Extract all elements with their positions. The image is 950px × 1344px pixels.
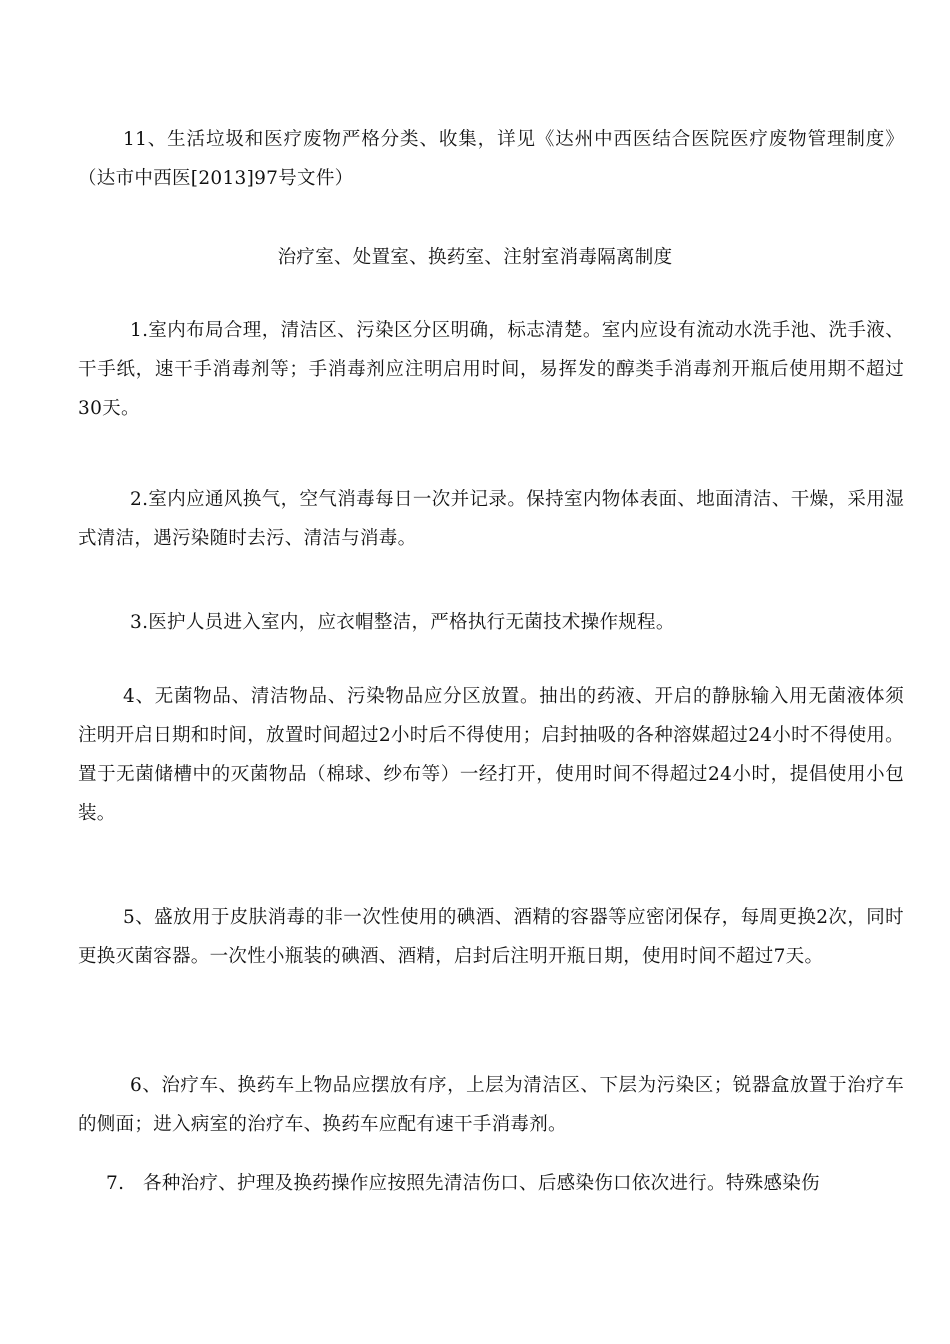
paragraph-1-room-layout: 1.室内布局合理，清洁区、污染区分区明确，标志清楚。室内应设有流动水洗手池、洗手液、干手纸，速干手消毒剂等；手消毒剂应注明启用时间，易挥发的醇类手消毒剂开瓶后使用期不超过30天。 xyxy=(78,320,904,419)
paragraph-2-ventilation: 2.室内应通风换气，空气消毒每日一次并记录。保持室内物体表面、地面清洁、干燥，采用湿式清洁，遇污染随时去污、清洁与消毒。 xyxy=(78,489,904,549)
paragraph-5-disinfectant-containers: 5、盛放用于皮肤消毒的非一次性使用的碘酒、酒精的容器等应密闭保存，每周更换2次，同时更换灭菌容器。一次性小瓶装的碘酒、酒精，启封后注明开瓶日期，使用时间不超过7天。 xyxy=(78,907,904,967)
section-title: 治疗室、处置室、换药室、注射室消毒隔离制度 xyxy=(277,247,673,268)
paragraph-3-staff-attire: 3.医护人员进入室内，应衣帽整洁，严格执行无菌技术操作规程。 xyxy=(130,612,675,633)
paragraph-11-medical-waste: 11、生活垃圾和医疗废物严格分类、收集，详见《达州中西医结合医院医疗废物管理制度》（达市中西医[2013]97号文件） xyxy=(78,129,904,189)
paragraph-6-treatment-cart: 6、治疗车、换药车上物品应摆放有序，上层为清洁区、下层为污染区；锐器盒放置于治疗车的侧面；进入病室的治疗车、换药车应配有速干手消毒剂。 xyxy=(78,1075,904,1135)
paragraph-7-wound-care-order: 7. 各种治疗、护理及换药操作应按照先清洁伤口、后感染伤口依次进行。特殊感染伤 xyxy=(106,1173,820,1194)
paragraph-4-sterile-items: 4、无菌物品、清洁物品、污染物品应分区放置。抽出的药液、开启的静脉输入用无菌液体须注明开启日期和时间，放置时间超过2小时后不得使用；启封抽吸的各种溶媒超过24小时不得使用。置于无菌储槽中的灭菌物品（棉球、纱布等）一经打开，使用时间不得超过24小时，提倡使用小包装。 xyxy=(78,686,904,824)
